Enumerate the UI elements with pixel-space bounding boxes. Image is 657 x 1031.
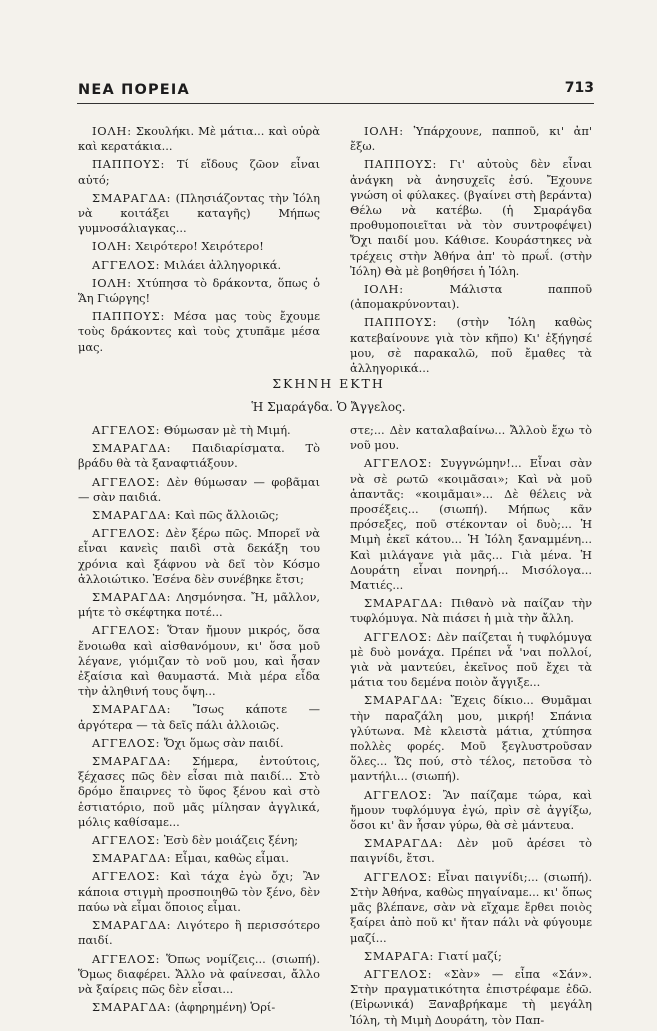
speaker-name: ΠΑΠΠΟΥΣ: (92, 157, 166, 172)
dialogue-line (350, 949, 592, 964)
dialogue-line (350, 456, 592, 593)
speaker-name: ΑΓΓΕΛΟΣ: (364, 966, 433, 981)
dialogue-line (78, 754, 320, 830)
speech-text: Ἴσως κάποτε — ἀργότερα — τὰ δεῖς πάλι ἀλλοιῶς. (78, 702, 321, 732)
speech-text: Ὑπάρχουνε, παπποῦ, κι' ἀπ' ἔξω. (350, 124, 592, 154)
speech-text: Θύμωσαν μὲ τὴ Μιμή. (163, 423, 291, 437)
speaker-name: ΙΟΛΗ: (364, 282, 404, 297)
journal-title: ΝΕΑ ΠΟΡΕΙΑ (78, 82, 190, 98)
header-rule (77, 103, 594, 104)
speech-text: Μάλιστα παπποῦ (ἀπομακρύνονται). (350, 282, 592, 312)
speech-text: Δὲν θύμωσαν — φοβᾶμαι — σὰν παιδιά. (78, 474, 320, 504)
speech-text: Δὲν μοῦ ἀρέσει τὸ παιγνίδι, ἔτσι. (350, 836, 592, 866)
dialogue-line (78, 623, 320, 699)
speaker-name: ΙΟΛΗ: (92, 124, 132, 138)
speaker-name: ΠΑΠΠΟΥΣ: (92, 309, 166, 324)
dialogue-line (350, 870, 592, 946)
speech-text: Πιθανὸ νὰ παίζαν τὴν τυφλόμυγα. Νὰ πιάσει ἡ μιὰ τὴν ἄλλη. (350, 596, 592, 626)
speaker-name: ΠΑΠΠΟΥΣ: (364, 315, 438, 330)
speaker-name: ΑΓΓΕΛΟΣ: (364, 456, 433, 471)
dialogue-line (350, 423, 592, 453)
scene-persons: Ἡ Σμαράγδα. Ὁ Ἄγγελος. (251, 400, 406, 414)
dialogue-line (350, 315, 592, 376)
speaker-name: ΑΓΓΕΛΟΣ: (92, 735, 161, 750)
speaker-name: ΣΜΑΡΑΓΔΑ: (92, 190, 172, 205)
speech-text: Παιδιαρίσματα. Τὸ βράδυ θὰ τὰ ξαναφτιάξουν. (78, 441, 320, 471)
speaker-name: ΣΜΑΡΑΓΔΑ: (92, 754, 172, 769)
dialogue-line (78, 736, 320, 751)
dialogue-line (350, 693, 592, 784)
speaker-name: ΣΜΑΡΑΓΔΑ: (92, 441, 172, 456)
speech-text: Σκουλήκι. Μὲ μάτια... καὶ οὐρὰ καὶ κερατάκια... (78, 124, 320, 154)
dialogue-line (78, 239, 320, 254)
speech-text: Γιατί μαζί; (437, 948, 502, 963)
speaker-name: ΙΟΛΗ: (92, 275, 132, 290)
speech-text: στε;... Δὲν καταλαβαίνω... Ἄλλοὺ ἔχω τὸ νοῦ μου. (350, 423, 592, 453)
dialogue-line (78, 309, 320, 355)
speaker-name: ΣΜΑΡΑΓΑ: (364, 948, 435, 963)
speech-text: Ἔχεις δίκιο... Θυμᾶμαι τὴν παραζάλη μου, μικρή! Σπάνια γλύτωνα. Μὲ κλειστὰ μάτια, χτύπησα πολλὲς φορές. Μοῦ ξεγλυστροῦσαν ὅλες... Ὥς πού, στὸ τέλος, πετοῦσα τὸ μαντήλι... (σιωπή). (350, 693, 592, 784)
dialogue-line (78, 851, 320, 866)
speech-text: Ἐσὺ δὲν μοιάζεις ξένη; (163, 833, 299, 848)
speech-text: Συγγνώμην!... Εἶναι σὰν νὰ σὲ ρωτῶ «κοιμᾶσαι»; Καὶ νὰ μοῦ ἀπαντᾶς: «κοιμᾶμαι»... Δὲ θέλεις νὰ προσέξεις... (σιωπή). Μήπως κᾶν πρόσεξες, ποῦ στέκονταν οἱ δυὸ;... Ἡ Μιμὴ ἐκεῖ κάτου... Ἡ Ἰόλη ξαναμμένη... Καὶ μιλάγανε γιὰ μᾶς... Γιὰ μένα. Ἡ Δουράτη εἶναι πονηρή... Μισόλογα... Ματιές... (350, 456, 592, 593)
speaker-name: ΑΓΓΕΛΟΣ: (92, 623, 161, 638)
dialogue-line (78, 869, 320, 915)
speech-text: Γι' αὐτοὺς δὲν εἶναι ἀνάγκη νὰ ἀνησυχεῖς ἐσύ. Ἔχουνε γνώση οἱ φύλακες. (βγαίνει στὴ βεράντα) Θέλω νὰ κατέβω. (ἡ Σμαράγδα προθυμοποιεῖται νὰ τὸν συντροφέψει) Ὄχι παιδί μου. Κάθισε. Κουράστηκες νὰ τρέχεις στὴν Ἀθήνα ἀπ' τὸ πρωΐ. (στὴν Ἰόλη) Θὰ μὲ βοηθήσει ἡ Ἰόλη. (350, 157, 592, 278)
dialogue-line (350, 157, 592, 279)
speech-text: Λησμόνησα. Ἤ, μᾶλλον, μήτε τὸ σκέφτηκα ποτέ... (78, 590, 320, 620)
speaker-name: ΠΑΠΠΟΥΣ: (364, 157, 438, 172)
dialogue-line (78, 508, 320, 523)
speech-text: (Πλησιάζοντας τὴν Ἰόλη νὰ κοιτάξει καταγῆς) Μήπως γυμνοσάλιαγκας... (78, 190, 321, 236)
dialogue-line (78, 475, 320, 505)
dialogue-line (350, 836, 592, 866)
dialogue-line (78, 590, 320, 620)
column-top-left (78, 124, 320, 358)
speaker-name: ΣΜΑΡΑΓΔΑ: (92, 702, 172, 717)
speech-text: Εἶμαι, καθὼς εἶμαι. (174, 851, 289, 866)
speech-text: Ὅταν ἤμουν μικρός, ὅσα ἔνοιωθα καὶ αἰσθανόμουν, κι' ὅσα μοῦ λέγανε, γιόμιζαν τὸ νοῦ μου, καὶ ἦσαν ἐξαίσια καὶ θαυμαστά. Μιὰ μέρα εἶδα τὴν ἀληθινή τους ὄψη... (78, 623, 321, 699)
dialogue-line (78, 441, 320, 471)
column-bottom-left (78, 423, 320, 1018)
speech-text: (στὴν Ἰόλη καθὼς κατεβαίνουνε γιὰ τὸν κῆπο) Κι' ἐξήγησέ μου, σὲ παρακαλῶ, ποῦ ἔμαθες τὰ ἀλληγορικά... (350, 315, 593, 376)
speech-text: Σήμερα, ἐντούτοις, ξέχασες πῶς δὲν εἶσαι πιὰ παιδί... Στὸ δρόμο ἔπαιρνες τὸ ὕφος ξένου καὶ στὸ ἑστιατόριο, ποῦ μᾶς μίλησαν ἀγγλικά, μόλις καθίσαμε... (78, 754, 321, 829)
speaker-name: ΑΓΓΕΛΟΣ: (364, 787, 433, 802)
dialogue-line (350, 788, 592, 834)
speech-text: Χειρότερο! Χειρότερο! (135, 239, 264, 254)
column-top-right (350, 124, 592, 379)
speech-text: Μέσα μας τοὺς ἔχουμε τοὺς δράκοντες καὶ τοὺς χτυπᾶμε μέσα μας. (78, 309, 320, 354)
speaker-name: ΑΓΓΕΛΟΣ: (364, 869, 433, 884)
scene-title: ΣΚΗΝΗ ΕΚΤΗ (272, 376, 385, 391)
speech-text: Μιλάει ἀλληγορικά. (163, 257, 282, 272)
dialogue-line (350, 967, 592, 1028)
speech-text: Λιγότερο ἢ περισσότερο παιδί. (78, 918, 320, 948)
speaker-name: ΣΜΑΡΑΓΔΑ: (92, 918, 172, 933)
speech-text: Χτύπησα τὸ δράκοντα, ὅπως ὁ Ἅη Γιώργης! (78, 275, 320, 306)
dialogue-line (78, 157, 320, 187)
dialogue-line (78, 526, 320, 587)
speaker-name: ΑΓΓΕΛΟΣ: (92, 423, 161, 437)
speech-text: Ὅπως νομίζεις... (σιωπή). Ὅμως διαφέρει. Ἄλλο νὰ φαίνεσαι, ἄλλο νὰ ξαίρεις πῶς δὲν εἶσαι... (78, 951, 320, 996)
speaker-name: ΙΟΛΗ: (92, 239, 132, 254)
speaker-name: ΑΓΓΕΛΟΣ: (92, 869, 161, 884)
speaker-name: ΙΟΛΗ: (364, 124, 404, 138)
speaker-name: ΑΓΓΕΛΟΣ: (92, 951, 161, 966)
speaker-name: ΣΜΑΡΑΓΔΑ: (92, 590, 172, 605)
dialogue-line (350, 630, 592, 691)
dialogue-line (350, 596, 592, 626)
dialogue-line (78, 124, 320, 154)
speech-text: (ἀφηρημένη) Ὁρί- (174, 1000, 276, 1015)
dialogue-line (78, 276, 320, 306)
speech-text: Εἶναι παιγνίδι;... (σιωπή). Στὴν Ἀθήνα, καθὼς πηγαίναμε... κι' ὅπως μᾶς βλέπανε, σὰν νὰ εἴχαμε ἔρθει ποιὸς ξαίρει ἀπὸ ποῦ κι' ἤταν πάλι νὰ φύγουμε μαζί... (350, 869, 593, 945)
speaker-name: ΣΜΑΡΑΓΔΑ: (92, 851, 172, 866)
speech-text: Τί εἴδους ζῶον εἶναι αὐτό; (78, 157, 320, 187)
speaker-name: ΣΜΑΡΑΓΔΑ: (92, 1000, 172, 1015)
speaker-name: ΑΓΓΕΛΟΣ: (92, 526, 161, 541)
dialogue-line (78, 833, 320, 848)
dialogue-line (350, 124, 592, 154)
speech-text: Ὄχι ὅμως σὰν παιδί. (163, 735, 284, 750)
dialogue-line (78, 258, 320, 273)
speaker-name: ΣΜΑΡΑΓΔΑ: (364, 836, 444, 851)
speaker-name: ΑΓΓΕΛΟΣ: (364, 629, 433, 644)
speech-text: Δὲν ξέρω πῶς. Μπορεῖ νὰ εἶναι κανεὶς παιδὶ στὰ δεκάξη του χρόνια καὶ ξάφνου νὰ δεῖ τὸν Κόσμο ἀλλοιώτικο. Ἐσένα δὲν συνέβηκε ἔτσι; (78, 526, 320, 586)
speech-text: Ἂν παίζαμε τώρα, καὶ ἤμουν τυφλόμυγα ἐγώ, πρὶν σὲ ἀγγίξω, ὅσοι κι' ἂν ἦσαν γύρω, θὰ σὲ μάντευα. (350, 787, 593, 833)
speaker-name: ΣΜΑΡΑΓΔΑ: (92, 508, 172, 523)
dialogue-line (78, 952, 320, 998)
speech-text: Καὶ τάχα ἐγὼ ὄχι; Ἂν κάποια στιγμὴ προσποιηθῶ τὸν ξένο, δὲν παύω νὰ εἶμαι ὅποιος εἶμαι. (78, 869, 320, 914)
speech-text: «Σὰν» — εἶπα «Σάν». Στὴν πραγματικότητα ἐπιστρέφαμε ἐδῶ. (Εἰρωνικά) Ξαναβρήκαμε τὴ μεγάλη Ἰόλη, τὴ Μιμὴ Δουράτη, τὸν Παπ- (350, 966, 593, 1027)
dialogue-line (78, 191, 320, 237)
dialogue-line (350, 282, 592, 312)
speaker-name: ΑΓΓΕΛΟΣ: (92, 833, 161, 848)
speaker-name: ΣΜΑΡΑΓΔΑ: (364, 596, 444, 611)
dialogue-line (78, 702, 320, 732)
dialogue-line (78, 423, 320, 438)
speech-text: Δὲν παίζεται ἡ τυφλόμυγα μὲ δυὸ μονάχα. Πρέπει νἆ 'ναι πολλοί, γιὰ νὰ μαντεύει, ἐκεῖνος ποῦ ἔχει τὰ μάτια του δεμένα ποιὸν ἄγγιξε... (350, 629, 592, 690)
speaker-name: ΑΓΓΕΛΟΣ: (92, 257, 161, 272)
dialogue-line (78, 1000, 320, 1015)
dialogue-line (78, 918, 320, 948)
speaker-name: ΑΓΓΕΛΟΣ: (92, 474, 161, 489)
page-number: 713 (564, 80, 594, 96)
column-bottom-right (350, 423, 592, 1031)
speaker-name: ΣΜΑΡΑΓΔΑ: (364, 693, 444, 708)
speech-text: Καὶ πῶς ἄλλοιῶς; (174, 508, 279, 523)
